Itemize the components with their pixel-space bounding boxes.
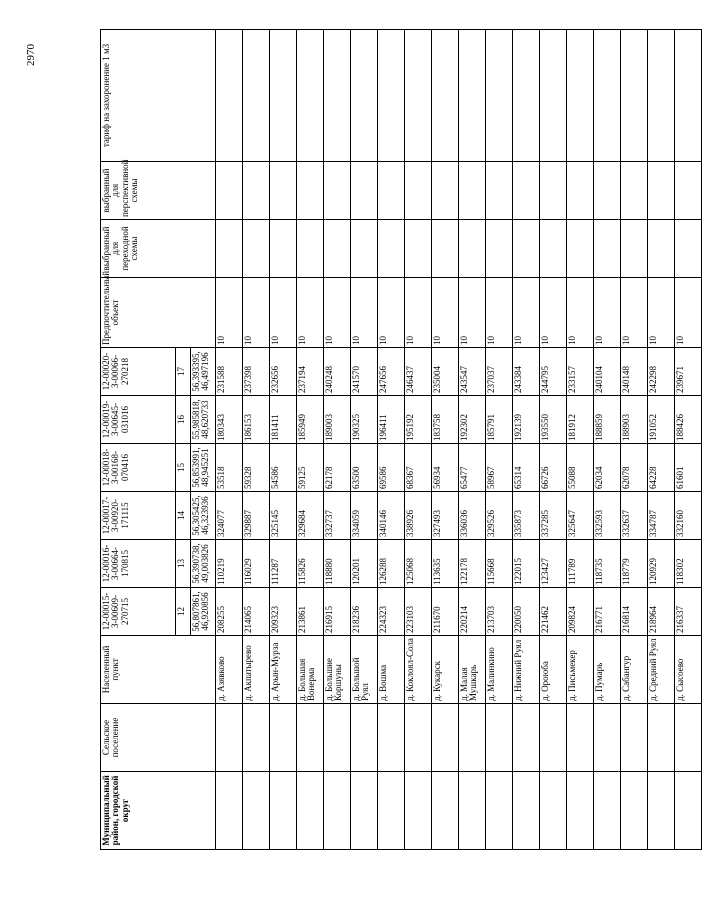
locality-cell: д. Азявково <box>216 636 243 704</box>
value-cell: 332737 <box>324 492 351 540</box>
table-row <box>243 30 270 850</box>
settlement-cell <box>675 704 702 772</box>
settlement-cell <box>351 704 378 772</box>
value-cell: 334787 <box>648 492 675 540</box>
header-coords: 56,390738, 49,003826 <box>191 540 216 588</box>
table-row <box>648 30 675 850</box>
value-cell: 335873 <box>513 492 540 540</box>
value-cell: 122015 <box>513 540 540 588</box>
value-cell: 188859 <box>594 396 621 444</box>
value-cell: 332593 <box>594 492 621 540</box>
transition-cell <box>351 220 378 278</box>
preferred-cell: 10 <box>405 278 432 348</box>
locality-cell: д. Акпатырево <box>243 636 270 704</box>
value-cell: 111789 <box>567 540 594 588</box>
district-cell <box>405 772 432 850</box>
district-cell <box>486 772 513 850</box>
perspective-cell <box>216 162 243 220</box>
transition-cell <box>459 220 486 278</box>
value-cell: 337285 <box>540 492 567 540</box>
preferred-cell: 10 <box>648 278 675 348</box>
value-cell: 192139 <box>513 396 540 444</box>
settlement-cell <box>216 704 243 772</box>
table-row <box>486 30 513 850</box>
header-object-id: 12-00017-З-00920-171115 <box>101 492 176 540</box>
settlement-cell <box>594 704 621 772</box>
district-cell <box>621 772 648 850</box>
settlement-cell <box>540 704 567 772</box>
header-perspective: выбранный для перспективной схемы <box>101 162 216 220</box>
value-cell: 247656 <box>378 348 405 396</box>
value-cell: 336036 <box>459 492 486 540</box>
value-cell: 324077 <box>216 492 243 540</box>
value-cell: 59125 <box>297 444 324 492</box>
settlement-cell <box>486 704 513 772</box>
value-cell: 240104 <box>594 348 621 396</box>
preferred-cell: 10 <box>540 278 567 348</box>
transition-cell <box>405 220 432 278</box>
settlement-cell <box>621 704 648 772</box>
perspective-cell <box>351 162 378 220</box>
preferred-cell: 10 <box>594 278 621 348</box>
value-cell: 118302 <box>675 540 702 588</box>
value-cell: 237037 <box>486 348 513 396</box>
district-cell <box>513 772 540 850</box>
preferred-cell: 10 <box>432 278 459 348</box>
perspective-cell <box>540 162 567 220</box>
header-coords: 56,807861, 46,920856 <box>191 588 216 636</box>
perspective-cell <box>567 162 594 220</box>
value-cell: 185791 <box>486 396 513 444</box>
value-cell: 110219 <box>216 540 243 588</box>
perspective-cell <box>459 162 486 220</box>
table-row <box>459 30 486 850</box>
preferred-cell: 10 <box>216 278 243 348</box>
value-cell: 180343 <box>216 396 243 444</box>
transition-cell <box>648 220 675 278</box>
district-cell <box>297 772 324 850</box>
tariff-cell <box>216 30 243 162</box>
table-row <box>378 30 405 850</box>
locality-cell: д. Вошма <box>378 636 405 704</box>
transition-cell <box>621 220 648 278</box>
transition-cell <box>540 220 567 278</box>
value-cell: 216771 <box>594 588 621 636</box>
locality-cell: д. Ороюба <box>540 636 567 704</box>
preferred-cell: 10 <box>324 278 351 348</box>
value-cell: 216337 <box>675 588 702 636</box>
tariff-cell <box>405 30 432 162</box>
locality-cell: д. Пумарь <box>594 636 621 704</box>
value-cell: 186153 <box>243 396 270 444</box>
transition-cell <box>432 220 459 278</box>
value-cell: 195192 <box>405 396 432 444</box>
value-cell: 327493 <box>432 492 459 540</box>
value-cell: 240248 <box>324 348 351 396</box>
locality-cell: д. Малая Мушкарь <box>459 636 486 704</box>
perspective-cell <box>648 162 675 220</box>
value-cell: 334059 <box>351 492 378 540</box>
perspective-cell <box>621 162 648 220</box>
tariff-cell <box>432 30 459 162</box>
preferred-cell: 10 <box>297 278 324 348</box>
value-cell: 243547 <box>459 348 486 396</box>
page-number: 2970 <box>25 44 37 66</box>
value-cell: 213861 <box>297 588 324 636</box>
value-cell: 64228 <box>648 444 675 492</box>
transition-cell <box>675 220 702 278</box>
table-body <box>216 30 702 850</box>
value-cell: 196411 <box>378 396 405 444</box>
header-col-number: 15 <box>176 444 191 492</box>
value-cell: 244795 <box>540 348 567 396</box>
district-cell <box>324 772 351 850</box>
value-cell: 193550 <box>540 396 567 444</box>
header-coords: 55,985818, 48,620733 <box>191 396 216 444</box>
table-row <box>297 30 324 850</box>
table-row <box>351 30 378 850</box>
header-col-number: 12 <box>176 588 191 636</box>
header-object-id: 12-00016-З-00664-170815 <box>101 540 176 588</box>
tariff-cell <box>648 30 675 162</box>
header-coords: 56,305425, 46,323936 <box>191 492 216 540</box>
transition-cell <box>297 220 324 278</box>
header-col-number: 13 <box>176 540 191 588</box>
perspective-cell <box>513 162 540 220</box>
district-cell <box>216 772 243 850</box>
value-cell: 214065 <box>243 588 270 636</box>
transition-cell <box>486 220 513 278</box>
settlement-cell <box>324 704 351 772</box>
preferred-cell: 10 <box>270 278 297 348</box>
value-cell: 220214 <box>459 588 486 636</box>
value-cell: 65477 <box>459 444 486 492</box>
value-cell: 181411 <box>270 396 297 444</box>
preferred-cell: 10 <box>513 278 540 348</box>
tariff-cell <box>540 30 567 162</box>
tariff-cell <box>243 30 270 162</box>
value-cell: 329887 <box>243 492 270 540</box>
perspective-cell <box>297 162 324 220</box>
settlement-cell <box>297 704 324 772</box>
value-cell: 216814 <box>621 588 648 636</box>
tariff-cell <box>270 30 297 162</box>
value-cell: 123427 <box>540 540 567 588</box>
settlement-cell <box>648 704 675 772</box>
value-cell: 111287 <box>270 540 297 588</box>
preferred-cell: 10 <box>378 278 405 348</box>
district-cell <box>540 772 567 850</box>
value-cell: 208255 <box>216 588 243 636</box>
tariff-cell <box>297 30 324 162</box>
header-object-id: 12-00019-З-00645-031016 <box>101 396 176 444</box>
table-row <box>513 30 540 850</box>
table-row <box>270 30 297 850</box>
value-cell: 240148 <box>621 348 648 396</box>
header-tariff: тариф на захоронение 1 м3 <box>101 30 216 162</box>
value-cell: 66726 <box>540 444 567 492</box>
value-cell: 237398 <box>243 348 270 396</box>
value-cell: 209824 <box>567 588 594 636</box>
table-row <box>594 30 621 850</box>
value-cell: 232656 <box>270 348 297 396</box>
settlement-cell <box>243 704 270 772</box>
value-cell: 190325 <box>351 396 378 444</box>
preferred-cell: 10 <box>675 278 702 348</box>
header-col-number: 14 <box>176 492 191 540</box>
value-cell: 53518 <box>216 444 243 492</box>
value-cell: 242298 <box>648 348 675 396</box>
district-cell <box>351 772 378 850</box>
settlement-cell <box>567 704 594 772</box>
locality-cell: д. Нижний Руял <box>513 636 540 704</box>
value-cell: 115826 <box>297 540 324 588</box>
value-cell: 115668 <box>486 540 513 588</box>
value-cell: 62078 <box>621 444 648 492</box>
value-cell: 181912 <box>567 396 594 444</box>
table-row <box>432 30 459 850</box>
transition-cell <box>513 220 540 278</box>
locality-cell: д. Малинкино <box>486 636 513 704</box>
locality-cell: д. Сысоево <box>675 636 702 704</box>
perspective-cell <box>405 162 432 220</box>
value-cell: 54586 <box>270 444 297 492</box>
tariff-cell <box>378 30 405 162</box>
header-preferred: Предпочтительный объект <box>101 278 216 348</box>
value-cell: 118735 <box>594 540 621 588</box>
tariff-cell <box>513 30 540 162</box>
table-row <box>540 30 567 850</box>
value-cell: 116029 <box>243 540 270 588</box>
table-row <box>405 30 432 850</box>
value-cell: 188426 <box>675 396 702 444</box>
district-cell <box>378 772 405 850</box>
header-locality: Населенный пункт <box>101 636 216 704</box>
value-cell: 338926 <box>405 492 432 540</box>
value-cell: 192302 <box>459 396 486 444</box>
value-cell: 56934 <box>432 444 459 492</box>
settlement-cell <box>513 704 540 772</box>
perspective-cell <box>594 162 621 220</box>
value-cell: 218964 <box>648 588 675 636</box>
preferred-cell: 10 <box>486 278 513 348</box>
settlement-cell <box>459 704 486 772</box>
settlement-cell <box>270 704 297 772</box>
perspective-cell <box>675 162 702 220</box>
value-cell: 209323 <box>270 588 297 636</box>
value-cell: 243384 <box>513 348 540 396</box>
value-cell: 183758 <box>432 396 459 444</box>
transition-cell <box>243 220 270 278</box>
district-cell <box>675 772 702 850</box>
value-cell: 246437 <box>405 348 432 396</box>
locality-cell: д. Средний Руял <box>648 636 675 704</box>
table-row <box>324 30 351 850</box>
value-cell: 218236 <box>351 588 378 636</box>
tariff-cell <box>324 30 351 162</box>
tariff-table <box>100 29 702 850</box>
value-cell: 332637 <box>621 492 648 540</box>
value-cell: 125068 <box>405 540 432 588</box>
preferred-cell: 10 <box>459 278 486 348</box>
value-cell: 191052 <box>648 396 675 444</box>
value-cell: 59328 <box>243 444 270 492</box>
value-cell: 118779 <box>621 540 648 588</box>
value-cell: 118880 <box>324 540 351 588</box>
value-cell: 62178 <box>324 444 351 492</box>
value-cell: 63500 <box>351 444 378 492</box>
tariff-cell <box>351 30 378 162</box>
value-cell: 61601 <box>675 444 702 492</box>
value-cell: 211670 <box>432 588 459 636</box>
value-cell: 188903 <box>621 396 648 444</box>
locality-cell: д. Сабангур <box>621 636 648 704</box>
locality-cell: д. Письмекер <box>567 636 594 704</box>
transition-cell <box>378 220 405 278</box>
tariff-cell <box>459 30 486 162</box>
locality-cell: д. Арын-Мурза <box>270 636 297 704</box>
header-coords: 56,393395, 46,497196 <box>191 348 216 396</box>
header-transition: выбранный для переходной схемы <box>101 220 216 278</box>
table-row <box>675 30 702 850</box>
value-cell: 221462 <box>540 588 567 636</box>
district-cell <box>432 772 459 850</box>
value-cell: 120929 <box>648 540 675 588</box>
district-cell <box>270 772 297 850</box>
tariff-cell <box>567 30 594 162</box>
value-cell: 189003 <box>324 396 351 444</box>
value-cell: 329684 <box>297 492 324 540</box>
transition-cell <box>324 220 351 278</box>
perspective-cell <box>270 162 297 220</box>
value-cell: 231588 <box>216 348 243 396</box>
header-coords: 56,853991, 48,945251 <box>191 444 216 492</box>
perspective-cell <box>324 162 351 220</box>
value-cell: 325145 <box>270 492 297 540</box>
table-row <box>567 30 594 850</box>
value-cell: 329526 <box>486 492 513 540</box>
value-cell: 220050 <box>513 588 540 636</box>
value-cell: 69586 <box>378 444 405 492</box>
table-row <box>621 30 648 850</box>
value-cell: 223103 <box>405 588 432 636</box>
transition-cell <box>270 220 297 278</box>
value-cell: 239671 <box>675 348 702 396</box>
tariff-cell <box>486 30 513 162</box>
table-row <box>216 30 243 850</box>
header-district: Муниципальный район, городской округ <box>101 772 216 850</box>
settlement-cell <box>405 704 432 772</box>
district-cell <box>243 772 270 850</box>
value-cell: 237194 <box>297 348 324 396</box>
value-cell: 185949 <box>297 396 324 444</box>
value-cell: 120201 <box>351 540 378 588</box>
header-col-number: 16 <box>176 396 191 444</box>
perspective-cell <box>486 162 513 220</box>
preferred-cell: 10 <box>567 278 594 348</box>
locality-cell: д. Большие Коршуны <box>324 636 351 704</box>
locality-cell: д. Кукарск <box>432 636 459 704</box>
transition-cell <box>594 220 621 278</box>
locality-cell: д. Большая Вонерма <box>297 636 324 704</box>
transition-cell <box>216 220 243 278</box>
header-settlement: Сельское поселение <box>101 704 216 772</box>
value-cell: 332160 <box>675 492 702 540</box>
preferred-cell: 10 <box>351 278 378 348</box>
district-cell <box>459 772 486 850</box>
value-cell: 58967 <box>486 444 513 492</box>
tariff-cell <box>621 30 648 162</box>
perspective-cell <box>243 162 270 220</box>
value-cell: 113635 <box>432 540 459 588</box>
district-cell <box>567 772 594 850</box>
header-object-id: 12-00015-З-00609-270715 <box>101 588 176 636</box>
preferred-cell: 10 <box>621 278 648 348</box>
preferred-cell: 10 <box>243 278 270 348</box>
value-cell: 62034 <box>594 444 621 492</box>
district-cell <box>594 772 621 850</box>
value-cell: 68367 <box>405 444 432 492</box>
tariff-cell <box>594 30 621 162</box>
settlement-cell <box>378 704 405 772</box>
value-cell: 122178 <box>459 540 486 588</box>
settlement-cell <box>432 704 459 772</box>
value-cell: 233157 <box>567 348 594 396</box>
tariff-cell <box>675 30 702 162</box>
value-cell: 340146 <box>378 492 405 540</box>
value-cell: 224323 <box>378 588 405 636</box>
header-object-id: 12-00020-З-00066-270218 <box>101 348 176 396</box>
value-cell: 126288 <box>378 540 405 588</box>
perspective-cell <box>432 162 459 220</box>
value-cell: 235004 <box>432 348 459 396</box>
value-cell: 325647 <box>567 492 594 540</box>
perspective-cell <box>378 162 405 220</box>
value-cell: 241570 <box>351 348 378 396</box>
locality-cell: д. Большой Руял <box>351 636 378 704</box>
value-cell: 65314 <box>513 444 540 492</box>
value-cell: 213703 <box>486 588 513 636</box>
district-cell <box>648 772 675 850</box>
locality-cell: д. Коклоял-Сола <box>405 636 432 704</box>
header-col-number: 17 <box>176 348 191 396</box>
value-cell: 216915 <box>324 588 351 636</box>
header-object-id: 12-00018-З-00168-070416 <box>101 444 176 492</box>
rotated-table-container <box>100 32 685 850</box>
transition-cell <box>567 220 594 278</box>
value-cell: 55088 <box>567 444 594 492</box>
